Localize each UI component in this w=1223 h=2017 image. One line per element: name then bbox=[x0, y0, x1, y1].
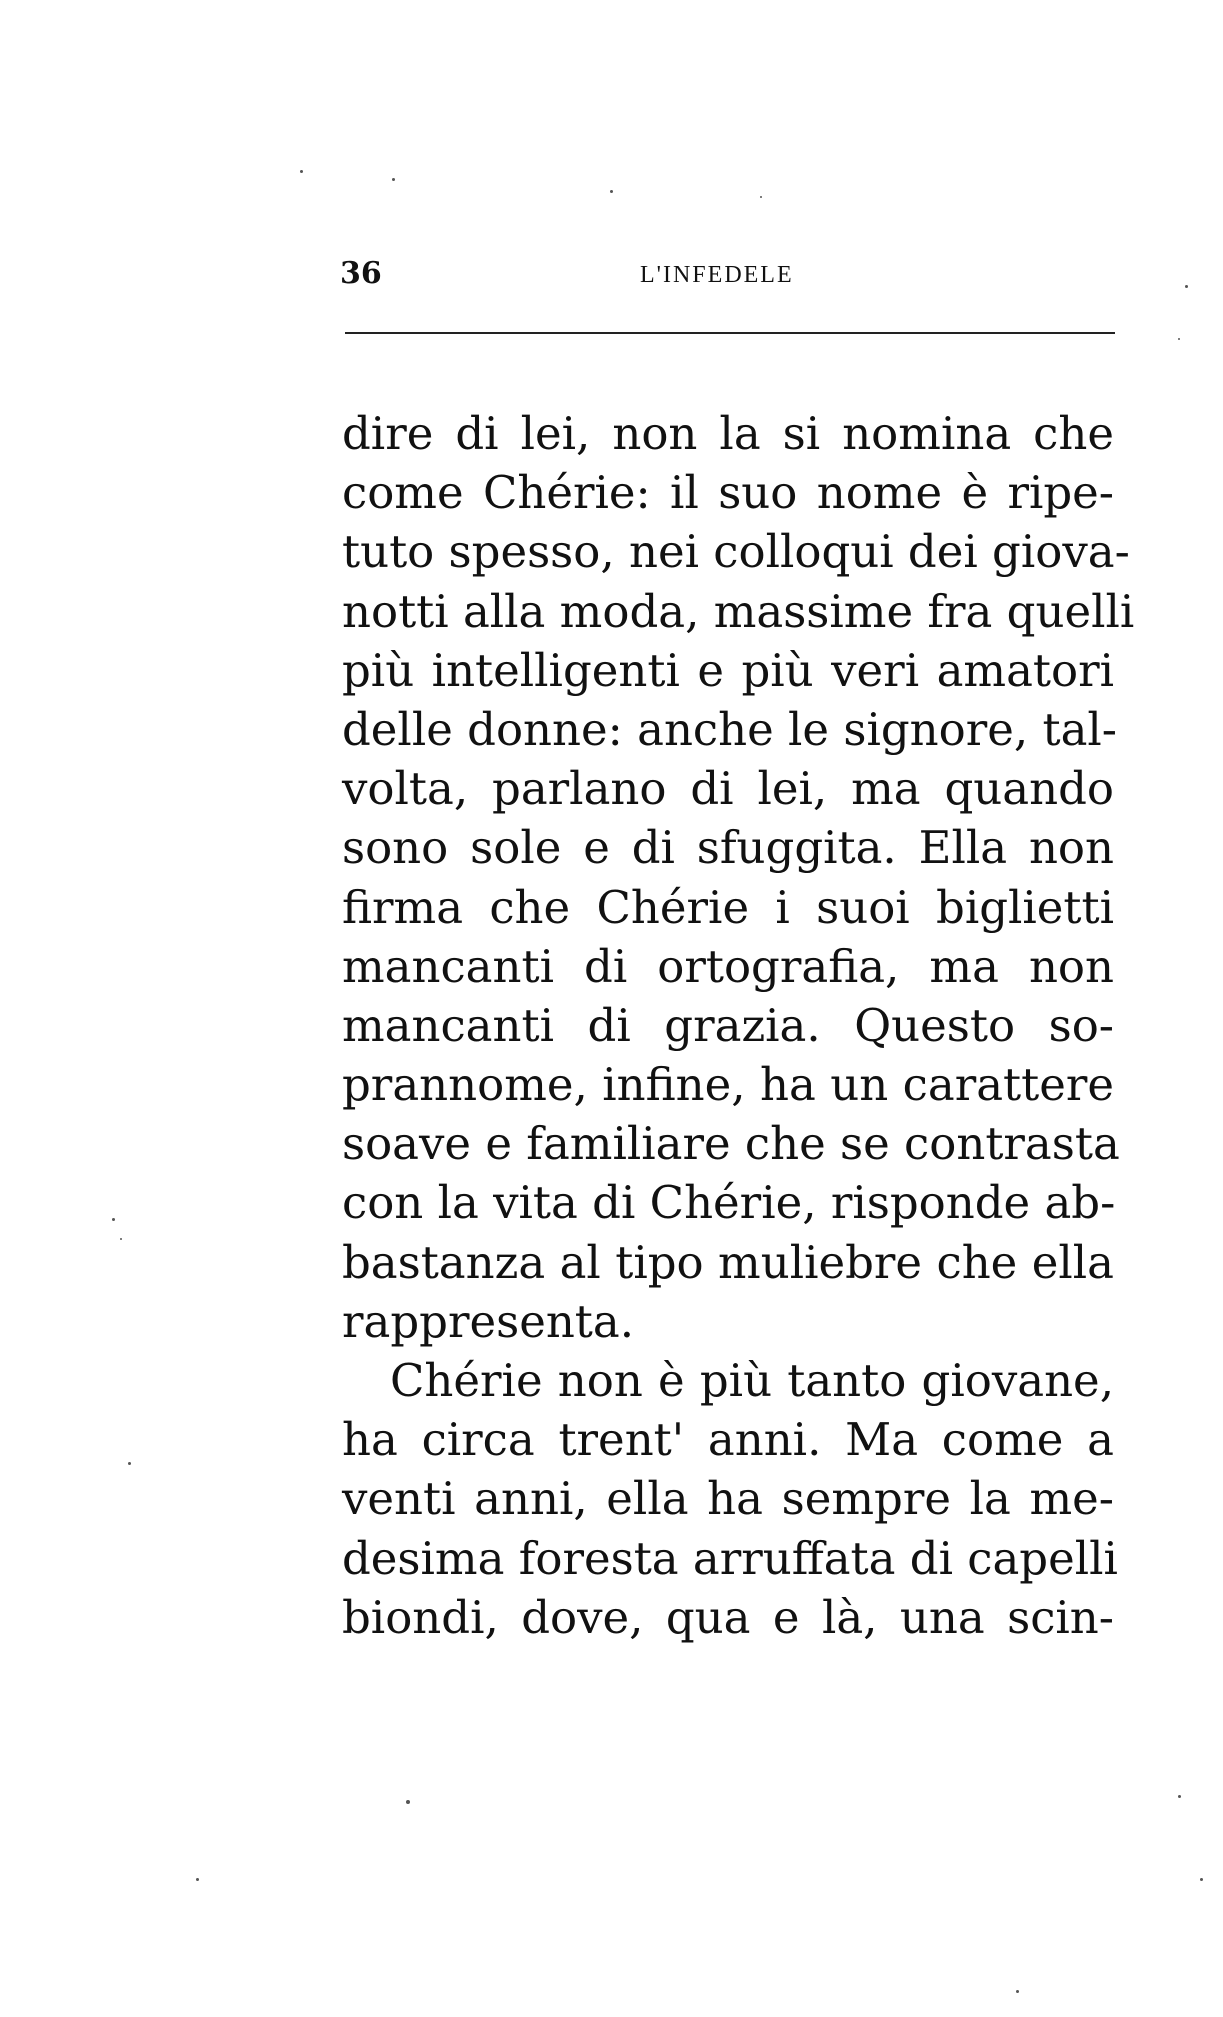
text-line: prannome, infine, ha un carattere bbox=[342, 1058, 1114, 1112]
text-line: con la vita di Chérie, risponde ab- bbox=[342, 1176, 1116, 1230]
text-line: firma che Chérie i suoi biglietti bbox=[342, 880, 1114, 934]
scan-speck bbox=[1178, 1795, 1181, 1798]
text-line: mancanti di ortografia, ma non bbox=[342, 939, 1114, 993]
scan-speck bbox=[1178, 338, 1180, 340]
scan-speck bbox=[406, 1800, 410, 1804]
text-line-paragraph-end: rappresenta. bbox=[342, 1294, 635, 1348]
text-line: tuto spesso, nei colloqui dei giova- bbox=[342, 525, 1130, 579]
scan-speck bbox=[196, 1878, 199, 1881]
body-text bbox=[342, 404, 1135, 1647]
running-header bbox=[340, 256, 1116, 296]
scan-speck bbox=[1016, 1990, 1019, 1993]
text-line: dire di lei, non la si nomina che bbox=[342, 407, 1114, 460]
scan-speck bbox=[128, 1462, 131, 1465]
text-line: desima foresta arruffata di capelli bbox=[342, 1531, 1118, 1585]
scan-speck bbox=[392, 178, 395, 181]
scan-speck bbox=[760, 196, 762, 198]
scan-speck bbox=[300, 170, 303, 173]
scan-speck bbox=[1200, 1878, 1203, 1881]
text-line: volta, parlano di lei, ma quando bbox=[342, 762, 1114, 816]
text-line: ha circa trent' anni. Ma come a bbox=[342, 1413, 1114, 1467]
text-line: sono sole e di sfuggita. Ella non bbox=[342, 821, 1114, 875]
text-line: venti anni, ella ha sempre la me- bbox=[342, 1472, 1114, 1526]
text-line: mancanti di grazia. Questo so- bbox=[342, 998, 1114, 1052]
scan-speck bbox=[610, 190, 613, 193]
text-line: soave e familiare che se contrasta bbox=[342, 1117, 1120, 1171]
text-line-paragraph-start: Chérie non è più tanto giovane, bbox=[390, 1354, 1114, 1407]
text-line: bastanza al tipo muliebre che ella bbox=[342, 1235, 1114, 1289]
text-line: biondi, dove, qua e là, una scin- bbox=[342, 1590, 1114, 1644]
scan-speck bbox=[1185, 285, 1188, 288]
scan-speck bbox=[112, 1218, 115, 1221]
text-line: delle donne: anche le signore, tal- bbox=[342, 702, 1117, 756]
scan-speck bbox=[120, 1238, 122, 1240]
running-title: L'INFEDELE bbox=[640, 262, 794, 288]
text-line: notti alla moda, massime fra quelli bbox=[342, 584, 1135, 638]
text-line: come Chérie: il suo nome è ripe- bbox=[342, 466, 1114, 520]
page-number: 36 bbox=[340, 256, 382, 291]
text-line: più intelligenti e più veri amatori bbox=[342, 643, 1114, 697]
header-rule bbox=[345, 332, 1115, 334]
